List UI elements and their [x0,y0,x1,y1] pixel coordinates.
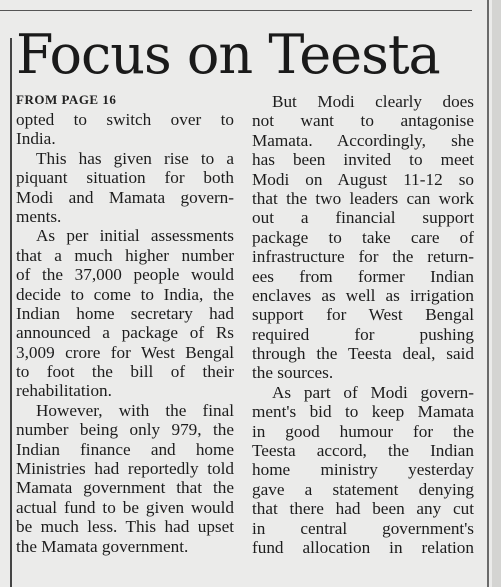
text-line: decide to come to India, the [16,284,234,304]
text-line: opted to switch over to [16,110,234,129]
text-line: not want to antagonise [252,111,474,131]
text-line: to foot the bill of their [16,362,234,382]
text-line: that the two leaders can work [252,188,474,208]
text-line: the sources. [252,363,334,383]
text-line: enclaves as well as irrigation [252,285,474,305]
text-line: This has given rise to a [36,148,234,168]
text-line: But Modi clearly does [272,92,474,111]
text-line: Modi on August 11-12 so [252,169,474,189]
text-line: As per initial assessments [36,226,234,246]
text-line: Modi and Mamata govern- [16,187,234,207]
text-line: in good humour for the [252,421,474,441]
text-line: India. [16,129,56,149]
text-line: that there had been any cut [252,499,474,519]
text-line: of the 37,000 people would [16,265,234,285]
text-line: As part of Modi govern- [272,382,474,402]
text-line: through the Teesta deal, said [252,344,474,364]
headline: Focus on Teesta [16,23,440,86]
text-line: ment's bid to keep Mamata [252,402,474,422]
jump-line: FROM PAGE 16 [16,92,117,107]
text-line: the Mamata government. [16,536,189,556]
text-line: package to take care of [252,227,474,247]
text-line: ments. [16,206,62,226]
text-line: has been invited to meet [252,150,474,170]
text-line: that a much higher number [16,245,234,265]
text-line: home ministry yesterday [252,460,474,480]
text-line: rehabilitation. [16,381,112,401]
text-line: ees from former Indian [252,266,474,286]
article-column-1 [16,110,234,556]
text-line: However, with the final [36,400,234,420]
article-column-2 [252,92,474,557]
text-line: required for pushing [252,324,474,344]
text-line: infrastructure for the return- [252,247,474,267]
text-line: Indian finance and home [16,439,234,459]
column-rule-left [10,38,12,587]
text-line: Ministries had reportedly told [16,459,234,479]
text-line: announced a package of Rs [16,323,234,343]
text-line: Mamata. Accordingly, she [252,130,474,150]
text-line: number being only 979, the [16,420,234,440]
adjacent-column-edge [492,0,501,587]
text-line: Indian home secretary had [16,303,234,323]
column-border-right [487,0,489,587]
text-line: actual fund to be given would [16,497,234,517]
top-rule [0,0,472,11]
text-line: Teesta accord, the Indian [252,441,474,461]
text-line: gave a statement denying [252,479,474,499]
text-line: Mamata government that the [16,478,234,498]
text-line: piquant situation for both [16,168,234,188]
text-line: 3,009 crore for West Bengal [16,342,234,362]
text-line: support for West Bengal [252,305,474,325]
text-line: fund allocation in relation [252,537,474,557]
text-line: in central government's [252,518,474,538]
text-line: out a financial support [252,208,474,228]
text-line: be much less. This had upset [16,517,234,537]
